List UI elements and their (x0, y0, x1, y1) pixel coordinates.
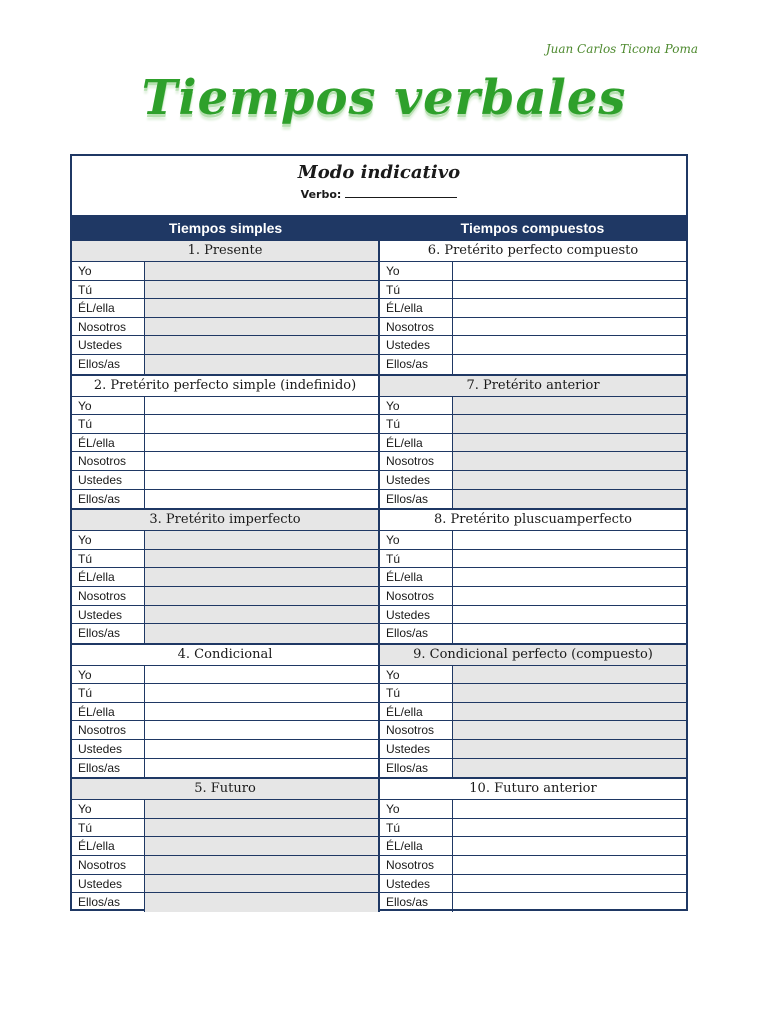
tense-title: 9. Condicional perfecto (compuesto) (380, 645, 686, 666)
conjugation-row (380, 568, 686, 587)
pronoun-label: ÉL/ella (380, 299, 453, 317)
conjugation-answer-cell[interactable] (145, 550, 378, 568)
conjugation-row (380, 318, 686, 337)
conjugation-row (72, 721, 378, 740)
tense-title: 4. Condicional (72, 645, 378, 666)
tense-block (380, 777, 686, 912)
page-title: Tiempos verbales (141, 70, 627, 126)
conjugation-row (72, 355, 378, 374)
pronoun-label: Yo (72, 262, 145, 280)
pronoun-label: Yo (380, 666, 453, 684)
pronoun-label: Nosotros (72, 587, 145, 605)
conjugation-answer-cell[interactable] (145, 837, 378, 855)
pronoun-label: Ustedes (380, 740, 453, 758)
pronoun-label: ÉL/ella (72, 434, 145, 452)
pronoun-label: Yo (72, 800, 145, 818)
conjugation-row (380, 606, 686, 625)
conjugation-answer-cell[interactable] (453, 281, 686, 299)
conjugation-row (380, 550, 686, 569)
tense-block (380, 241, 686, 374)
tense-block (380, 508, 686, 643)
verb-line (72, 188, 686, 201)
pronoun-label: Tú (72, 684, 145, 702)
pronoun-label: Ellos/as (380, 893, 453, 912)
conjugation-row (380, 837, 686, 856)
pronoun-label: ÉL/ella (380, 703, 453, 721)
conjugation-row (380, 415, 686, 434)
pronoun-label: Ellos/as (380, 490, 453, 509)
conjugation-row (72, 587, 378, 606)
conjugation-answer-cell[interactable] (453, 800, 686, 818)
pronoun-label: Nosotros (72, 721, 145, 739)
conjugation-row (380, 684, 686, 703)
conjugation-answer-cell[interactable] (453, 819, 686, 837)
conjugation-row (72, 281, 378, 300)
conjugation-answer-cell[interactable] (453, 837, 686, 855)
pronoun-label: ÉL/ella (72, 703, 145, 721)
conjugation-answer-cell[interactable] (453, 684, 686, 702)
verb-tense-table (70, 154, 688, 911)
tense-block (72, 241, 378, 374)
conjugation-row (72, 550, 378, 569)
conjugation-row (380, 721, 686, 740)
pronoun-label: Ustedes (380, 606, 453, 624)
pronoun-label: ÉL/ella (72, 299, 145, 317)
pronoun-label: Nosotros (380, 721, 453, 739)
conjugation-row (380, 624, 686, 643)
pronoun-label: Ellos/as (72, 355, 145, 374)
conjugation-row (72, 299, 378, 318)
conjugation-row (380, 452, 686, 471)
column-headers (72, 216, 686, 241)
pronoun-label: ÉL/ella (380, 434, 453, 452)
pronoun-label: Ustedes (380, 336, 453, 354)
conjugation-row (72, 856, 378, 875)
conjugation-row (72, 531, 378, 550)
conjugation-row (380, 336, 686, 355)
pronoun-label: Ustedes (72, 875, 145, 893)
pronoun-label: Ustedes (72, 740, 145, 758)
conjugation-answer-cell[interactable] (453, 490, 686, 509)
conjugation-answer-cell[interactable] (453, 721, 686, 739)
conjugation-answer-cell[interactable] (453, 568, 686, 586)
conjugation-answer-cell[interactable] (145, 415, 378, 433)
conjugation-row (72, 568, 378, 587)
pronoun-label: Ustedes (72, 606, 145, 624)
pronoun-label: Tú (72, 281, 145, 299)
pronoun-label: Ellos/as (72, 759, 145, 778)
conjugation-answer-cell[interactable] (453, 336, 686, 354)
conjugation-row (72, 875, 378, 894)
conjugation-row (72, 893, 378, 912)
pronoun-label: Nosotros (380, 587, 453, 605)
tense-title: 1. Presente (72, 241, 378, 262)
pronoun-label: Ellos/as (380, 624, 453, 643)
conjugation-row (380, 875, 686, 894)
conjugation-answer-cell[interactable] (453, 606, 686, 624)
verb-label: Verbo: (300, 188, 342, 201)
pronoun-label: Ellos/as (72, 893, 145, 912)
conjugation-answer-cell[interactable] (453, 262, 686, 280)
conjugation-row (72, 471, 378, 490)
pronoun-label: Nosotros (380, 856, 453, 874)
conjugation-answer-cell[interactable] (145, 490, 378, 509)
tense-title: 5. Futuro (72, 779, 378, 800)
conjugation-answer-cell[interactable] (453, 434, 686, 452)
conjugation-answer-cell[interactable] (145, 856, 378, 874)
pronoun-label: ÉL/ella (380, 837, 453, 855)
conjugation-row (380, 587, 686, 606)
conjugation-row (72, 490, 378, 509)
conjugation-row (380, 397, 686, 416)
conjugation-answer-cell[interactable] (145, 531, 378, 549)
conjugation-answer-cell[interactable] (145, 606, 378, 624)
conjugation-answer-cell[interactable] (145, 299, 378, 317)
pronoun-label: ÉL/ella (72, 568, 145, 586)
conjugation-row (72, 759, 378, 778)
conjugation-answer-cell[interactable] (453, 740, 686, 758)
conjugation-answer-cell[interactable] (453, 856, 686, 874)
pronoun-label: Yo (380, 262, 453, 280)
conjugation-answer-cell[interactable] (145, 355, 378, 374)
conjugation-row (380, 703, 686, 722)
conjugation-answer-cell[interactable] (453, 893, 686, 912)
pronoun-label: Ustedes (380, 471, 453, 489)
pronoun-label: Ustedes (72, 471, 145, 489)
pronoun-label: Ustedes (380, 875, 453, 893)
verb-input-line[interactable] (345, 188, 457, 198)
conjugation-answer-cell[interactable] (145, 721, 378, 739)
conjugation-answer-cell[interactable] (145, 434, 378, 452)
conjugation-answer-cell[interactable] (453, 759, 686, 778)
conjugation-row (380, 471, 686, 490)
pronoun-label: Tú (72, 819, 145, 837)
conjugation-row (380, 740, 686, 759)
tense-title: 2. Pretérito perfecto simple (indefinido) (72, 376, 378, 397)
conjugation-answer-cell[interactable] (453, 875, 686, 893)
conjugation-answer-cell[interactable] (145, 471, 378, 489)
conjugation-row (72, 397, 378, 416)
tense-title: 6. Pretérito perfecto compuesto (380, 241, 686, 262)
pronoun-label: ÉL/ella (72, 837, 145, 855)
conjugation-answer-cell[interactable] (453, 666, 686, 684)
conjugation-answer-cell[interactable] (145, 893, 378, 912)
conjugation-answer-cell[interactable] (145, 703, 378, 721)
conjugation-answer-cell[interactable] (145, 336, 378, 354)
conjugation-row (380, 531, 686, 550)
conjugation-row (72, 434, 378, 453)
pronoun-label: Yo (380, 531, 453, 549)
conjugation-row (380, 893, 686, 912)
conjugation-row (72, 684, 378, 703)
conjugation-answer-cell[interactable] (145, 568, 378, 586)
author-name: Juan Carlos Ticona Poma (545, 42, 698, 56)
conjugation-answer-cell[interactable] (145, 740, 378, 758)
pronoun-label: Yo (72, 397, 145, 415)
conjugation-answer-cell[interactable] (453, 415, 686, 433)
conjugation-answer-cell[interactable] (145, 318, 378, 336)
conjugation-answer-cell[interactable] (145, 281, 378, 299)
compound-tenses-header: Tiempos compuestos (460, 220, 605, 236)
pronoun-label: Tú (380, 281, 453, 299)
conjugation-row (72, 336, 378, 355)
tense-block (72, 508, 378, 643)
conjugation-row (380, 355, 686, 374)
pronoun-label: Ellos/as (72, 624, 145, 643)
pronoun-label: Tú (380, 550, 453, 568)
tense-title: 10. Futuro anterior (380, 779, 686, 800)
tense-block (380, 643, 686, 778)
tense-block (72, 777, 378, 912)
conjugation-row (72, 703, 378, 722)
pronoun-label: Yo (72, 531, 145, 549)
pronoun-label: Ellos/as (380, 355, 453, 374)
pronoun-label: Nosotros (72, 856, 145, 874)
conjugation-row (380, 434, 686, 453)
conjugation-row (72, 606, 378, 625)
conjugation-row (380, 800, 686, 819)
conjugation-row (380, 819, 686, 838)
tense-title: 3. Pretérito imperfecto (72, 510, 378, 531)
conjugation-answer-cell[interactable] (453, 531, 686, 549)
conjugation-row (72, 740, 378, 759)
pronoun-label: Ellos/as (72, 490, 145, 509)
conjugation-row (380, 262, 686, 281)
conjugation-row (380, 856, 686, 875)
pronoun-label: Tú (72, 415, 145, 433)
pronoun-label: Yo (380, 397, 453, 415)
conjugation-answer-cell[interactable] (453, 299, 686, 317)
simple-tenses-header: Tiempos simples (168, 220, 283, 236)
pronoun-label: Nosotros (72, 318, 145, 336)
pronoun-label: Tú (380, 415, 453, 433)
conjugation-answer-cell[interactable] (453, 397, 686, 415)
conjugation-row (72, 624, 378, 643)
pronoun-label: Ustedes (72, 336, 145, 354)
conjugation-answer-cell[interactable] (145, 397, 378, 415)
conjugation-row (72, 819, 378, 838)
conjugation-row (72, 837, 378, 856)
pronoun-label: Nosotros (72, 452, 145, 470)
tense-block (380, 374, 686, 509)
table-header (72, 156, 686, 216)
conjugation-answer-cell[interactable] (145, 666, 378, 684)
conjugation-answer-cell[interactable] (453, 703, 686, 721)
conjugation-row (72, 452, 378, 471)
conjugation-row (380, 666, 686, 685)
conjugation-answer-cell[interactable] (145, 759, 378, 778)
conjugation-row (72, 318, 378, 337)
pronoun-label: Nosotros (380, 318, 453, 336)
conjugation-row (380, 281, 686, 300)
conjugation-answer-cell[interactable] (145, 452, 378, 470)
conjugation-answer-cell[interactable] (453, 355, 686, 374)
conjugation-answer-cell[interactable] (453, 550, 686, 568)
conjugation-answer-cell[interactable] (145, 819, 378, 837)
simple-tenses-column (72, 241, 378, 912)
conjugation-answer-cell[interactable] (453, 318, 686, 336)
pronoun-label: Ellos/as (380, 759, 453, 778)
conjugation-answer-cell[interactable] (453, 471, 686, 489)
pronoun-label: Tú (380, 819, 453, 837)
conjugation-answer-cell[interactable] (453, 624, 686, 643)
tense-block (72, 374, 378, 509)
conjugation-answer-cell[interactable] (145, 800, 378, 818)
conjugation-answer-cell[interactable] (145, 587, 378, 605)
conjugation-row (72, 415, 378, 434)
tense-grid (72, 241, 686, 912)
compound-tenses-column (378, 241, 686, 912)
conjugation-answer-cell[interactable] (145, 262, 378, 280)
tense-title: 8. Pretérito pluscuamperfecto (380, 510, 686, 531)
conjugation-row (72, 800, 378, 819)
conjugation-row (380, 490, 686, 509)
pronoun-label: Tú (72, 550, 145, 568)
tense-block (72, 643, 378, 778)
pronoun-label: Yo (72, 666, 145, 684)
conjugation-answer-cell[interactable] (145, 684, 378, 702)
conjugation-answer-cell[interactable] (145, 875, 378, 893)
conjugation-answer-cell[interactable] (145, 624, 378, 643)
mode-title: Modo indicativo (297, 162, 461, 183)
pronoun-label: Tú (380, 684, 453, 702)
conjugation-answer-cell[interactable] (453, 452, 686, 470)
pronoun-label: Yo (380, 800, 453, 818)
conjugation-row (380, 299, 686, 318)
pronoun-label: ÉL/ella (380, 568, 453, 586)
conjugation-answer-cell[interactable] (453, 587, 686, 605)
conjugation-row (380, 759, 686, 778)
pronoun-label: Nosotros (380, 452, 453, 470)
conjugation-row (72, 262, 378, 281)
conjugation-row (72, 666, 378, 685)
tense-title: 7. Pretérito anterior (380, 376, 686, 397)
